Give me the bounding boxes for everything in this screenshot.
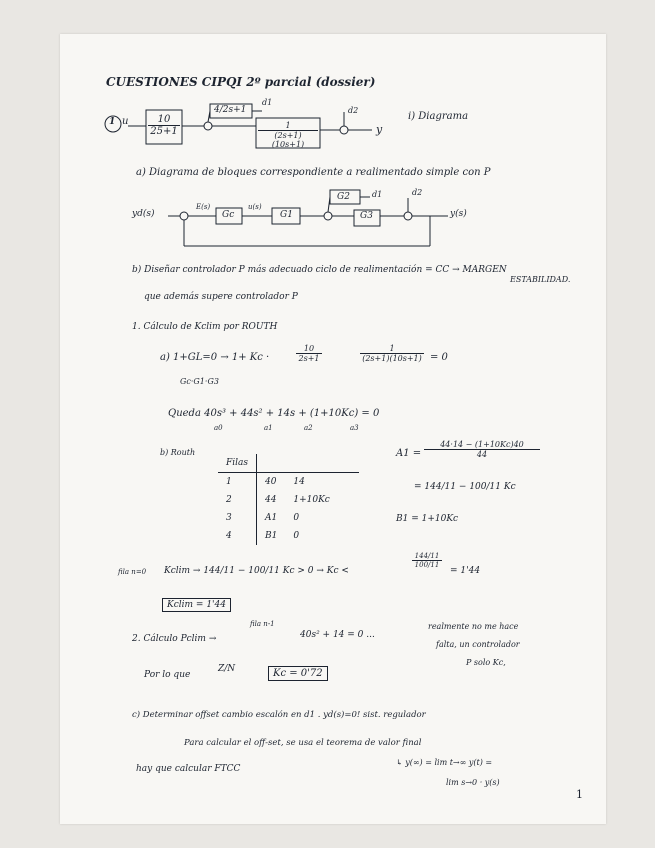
routh-row: 3 A1 0: [218, 509, 359, 527]
a1-label: A1 =: [396, 448, 422, 459]
diagram2-g1: G1: [280, 210, 293, 220]
para-calcular: Para calcular el off-set, se usa el teorema de valor final: [184, 738, 422, 748]
block1-den: 25+1: [150, 126, 178, 137]
a1-num: 44·14 − (1+10Kc)40: [424, 440, 540, 450]
routh-table: [218, 454, 359, 545]
step1-heading: 1. Cálculo de Kclim por ROUTH: [132, 322, 278, 332]
kclim-frac-den: 100/11: [414, 561, 440, 569]
kclim-frac: [412, 552, 442, 569]
eq-a-frac2-den: (2s+1)(10s+1): [362, 354, 422, 363]
diagram1-input: u: [122, 116, 129, 127]
coef-a3: a3: [350, 424, 359, 432]
item-b-line1: b) Diseñar controlador P más adecuado ciclo de realimentación = CC → MARGEN: [132, 265, 507, 275]
item-b-line2: que además supere controlador P: [144, 292, 298, 302]
diagram2-ref: yd(s): [132, 209, 155, 219]
block2-den: (2s+1)(10s+1): [271, 131, 305, 149]
kclim-calc: Kclim → 144/11 − 100/11 Kc > 0 → Kc <: [164, 566, 349, 576]
diagram1-top-block: 4/2s+1: [214, 105, 247, 115]
fila-label: fila n=0: [118, 568, 147, 576]
diagram2-g2: G2: [337, 192, 350, 202]
diagram2-g3: G3: [360, 211, 373, 221]
porlo-mid: Z/N: [218, 664, 236, 674]
diagram1-d1: d1: [262, 98, 273, 107]
diagram1-label: i) Diagrama: [408, 111, 469, 122]
a1-frac: [424, 440, 540, 459]
question-number: 1: [109, 117, 116, 127]
routh-label: b) Routh: [160, 448, 196, 457]
a1-den: 44: [476, 450, 488, 459]
item-a-text: a) Diagrama de bloques correspondiente a realimentado simple con P: [136, 167, 491, 178]
item-c-text: c) Determinar offset cambio escalón en d1 . yd(s)=0! sist. regulador: [132, 710, 426, 720]
coef-a2: a2: [304, 424, 313, 432]
step2-eq: 40s² + 14 = 0 ...: [300, 630, 375, 640]
routh-row: 4 B1 0: [218, 527, 359, 545]
step2-heading: 2. Cálculo Pclim →: [132, 634, 217, 644]
b1-eq: B1 = 1+10Kc: [396, 514, 459, 524]
diagram1-d2: d2: [348, 106, 359, 115]
page-title: CUESTIONES CIPQI 2º parcial (dossier): [106, 75, 376, 89]
routh-header: Filas: [218, 454, 257, 473]
diagram1-output: y: [376, 123, 383, 136]
kclim-box: Kclim = 1'44: [162, 598, 231, 612]
eq-a-left: a) 1+GL=0 → 1+ Kc ·: [160, 352, 270, 363]
coef-a0: a0: [214, 424, 223, 432]
a1-eq2: = 144/11 − 100/11 Kc: [414, 482, 516, 492]
kc-box: Kc = 0'72: [268, 666, 328, 681]
eq-a-frac2-num: 1: [360, 344, 424, 354]
page-number: 1: [576, 788, 583, 801]
eq-a-sub: Gc·G1·G3: [180, 377, 219, 386]
diagram2-d1: d1: [372, 190, 383, 199]
limit-line1: ↳ y(∞) = lim t→∞ y(t) =: [396, 758, 493, 767]
kclim-result: = 1'44: [450, 566, 481, 576]
eq-a-frac1-num: 10: [296, 344, 322, 354]
routh-row: 2 44 1+10Kc: [218, 491, 359, 509]
diagram2-out: y(s): [450, 209, 467, 219]
eq-queda: Queda 40s³ + 44s² + 14s + (1+10Kc) = 0: [168, 408, 380, 419]
step2-pre: fila n-1: [250, 620, 275, 628]
note-line2: falta, un controlador: [436, 640, 520, 649]
note-line3: P solo Kc,: [466, 658, 506, 667]
coef-a1: a1: [264, 424, 273, 432]
eq-a-frac2: [360, 344, 424, 363]
eq-a-frac1: [296, 344, 322, 363]
diagram2-gc: Gc: [222, 210, 235, 220]
hay-que-text: hay que calcular FTCC: [136, 764, 241, 774]
block2-num: 1: [258, 121, 318, 131]
block1-num: 10: [148, 114, 180, 126]
porlo-text: Por lo que: [144, 670, 191, 680]
diagram2-us: u(s): [248, 203, 262, 211]
eq-a-frac1-den: 2s+1: [298, 354, 320, 363]
diagram2-err: E(s): [196, 203, 211, 211]
eq-a-right: = 0: [430, 352, 448, 363]
item-b-estabilidad: ESTABILIDAD.: [510, 275, 571, 284]
note-line1: realmente no me hace: [428, 622, 519, 631]
kclim-frac-num: 144/11: [412, 552, 442, 561]
limit-line2: lim s→0 · y(s): [446, 778, 500, 787]
diagram2-d2: d2: [412, 188, 423, 197]
routh-row: 1 40 14: [218, 473, 359, 492]
